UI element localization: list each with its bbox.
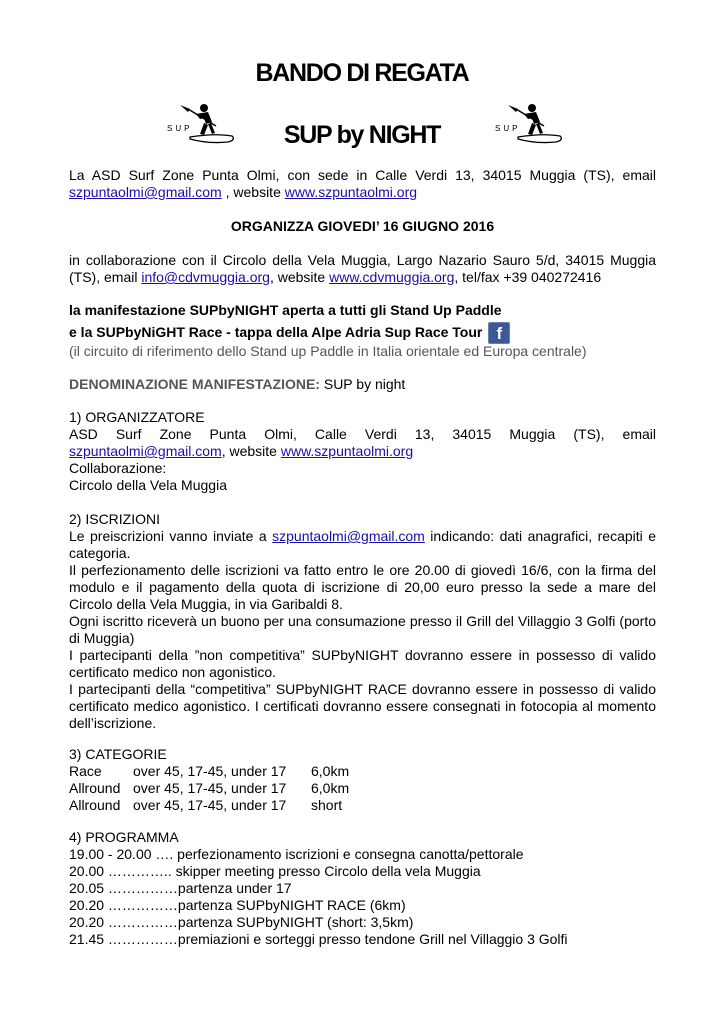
iscrizioni-section (69, 511, 656, 732)
iscrizioni-p1-pre: Le preiscrizioni vanno inviate a (69, 528, 273, 544)
intro-paragraph (69, 167, 656, 201)
denominazione-row (69, 376, 656, 393)
collab-mid: , website (269, 269, 330, 285)
categoria-row (69, 797, 656, 814)
intro-website-link[interactable]: www.szpuntaolmi.org (284, 184, 418, 200)
manifestazione-line2-row (69, 322, 656, 344)
programma-item: 20.20 ……………partenza SUPbyNIGHT RACE (6km) (69, 897, 406, 913)
organizza-heading: ORGANIZZA GIOVEDI’ 16 GIUGNO 2016 (230, 218, 495, 234)
collab-paragraph (69, 252, 656, 286)
programma-item: 19.00 - 20.00 …. perfezionamento iscrizioni e consegna canotta/pettorale (69, 846, 524, 862)
logo-text: SUP (167, 124, 193, 133)
categoria-row (69, 763, 656, 780)
programma-heading: 4) PROGRAMMA (69, 829, 179, 845)
categoria-ages: over 45, 17-45, under 17 (133, 797, 287, 813)
facebook-icon[interactable]: f (488, 322, 510, 344)
categorie-section (69, 746, 656, 814)
programma-item: 20.20 ……………partenza SUPbyNIGHT (short: 3,5km) (69, 914, 414, 930)
organizzatore-section (69, 409, 656, 494)
programma-item: 20.05 ……………partenza under 17 (69, 880, 292, 896)
page-title: BANDO DI REGATA (255, 59, 469, 87)
programma-section (69, 829, 669, 948)
logo-text: SUP (495, 124, 521, 133)
organizzatore-website-link[interactable]: www.szpuntaolmi.org (280, 443, 414, 459)
iscrizioni-p4: I partecipanti della ”non competitiva” SUPbyNIGHT dovranno essere in possesso di valido certificato medico non agonistico. (69, 647, 656, 680)
categoria-name: Allround (69, 797, 121, 813)
organizzatore-heading: 1) ORGANIZZATORE (69, 409, 205, 425)
categoria-distance: short (311, 797, 343, 813)
iscrizioni-p3: Ogni iscritto riceverà un buono per una consumazione presso il Grill del Villaggio 3 Golfi (porto di Muggia) (69, 613, 656, 646)
iscrizioni-p5: I partecipanti della “competitiva” SUPbyNIGHT RACE dovranno essere in possesso di valido certificato medico agonistico. I certificati dovranno essere consegnati in fotocopia al momento dell’iscrizione. (69, 681, 656, 731)
iscrizioni-heading: 2) ISCRIZIONI (69, 511, 161, 527)
collab-pre: (TS), email (69, 269, 142, 285)
categoria-row (69, 780, 656, 797)
collaborazione-value: Circolo della Vela Muggia (69, 477, 227, 493)
manifestazione-line2: e la SUPbyNiGHT Race - tappa della Alpe Adria Sup Race Tour (69, 324, 483, 340)
page-subtitle: SUP by NIGHT (283, 121, 441, 149)
intro-separator: , website (221, 184, 285, 200)
organizzatore-line: ASD Surf Zone Punta Olmi, Calle Verdi 13, 34015 Muggia (TS), email (69, 426, 656, 442)
iscrizioni-email-link[interactable]: szpuntaolmi@gmail.com (272, 528, 425, 544)
collab-line: in collaborazione con il Circolo della Vela Muggia, Largo Nazario Sauro 5/d, 34015 Muggia (69, 252, 656, 268)
collab-website-link[interactable]: www.cdvmuggia.org (329, 269, 455, 285)
collaborazione-label: Collaborazione: (69, 460, 167, 476)
intro-email-link[interactable]: szpuntaolmi@gmail.com (69, 184, 222, 200)
categoria-ages: over 45, 17-45, under 17 (133, 763, 287, 779)
denominazione-value: SUP by night (319, 376, 406, 392)
iscrizioni-p1-post: indicando: dati anagrafici, recapiti e categoria. (69, 528, 656, 561)
organizzatore-separator: , website (221, 443, 281, 459)
categoria-distance: 6,0km (311, 763, 350, 779)
categoria-distance: 6,0km (311, 780, 350, 796)
programma-item: 21.45 ……………premiazioni e sorteggi presso tendone Grill nel Villaggio 3 Golfi (69, 931, 568, 947)
intro-line: La ASD Surf Zone Punta Olmi, con sede in Calle Verdi 13, 34015 Muggia (TS), email (69, 167, 656, 183)
iscrizioni-p2: Il perfezionamento delle iscrizioni va fatto entro le ore 20.00 di giovedì 16/6, con la firma del modulo e il pagamento della quota di iscrizione di 20,00 euro presso la sede a mare del Circolo della Vela Muggia, in via Garibaldi 8. (69, 562, 656, 612)
manifestazione-line1: la manifestazione SUPbyNIGHT aperta a tutti gli Stand Up Paddle (69, 302, 502, 318)
categoria-name: Race (69, 763, 102, 779)
collab-email-link[interactable]: info@cdvmuggia.org (141, 269, 270, 285)
categorie-heading: 3) CATEGORIE (69, 746, 167, 762)
collab-post: , tel/fax +39 040272416 (454, 269, 602, 285)
denominazione-label: DENOMINAZIONE MANIFESTAZIONE: (69, 376, 320, 392)
programma-item: 20.00 ………….. skipper meeting presso Circolo della vela Muggia (69, 863, 481, 879)
categoria-ages: over 45, 17-45, under 17 (133, 780, 287, 796)
organizzatore-email-link[interactable]: szpuntaolmi@gmail.com (69, 443, 222, 459)
categoria-name: Allround (69, 780, 121, 796)
circuito-note: (il circuito di riferimento dello Stand up Paddle in Italia orientale ed Europa centrale) (69, 343, 587, 359)
